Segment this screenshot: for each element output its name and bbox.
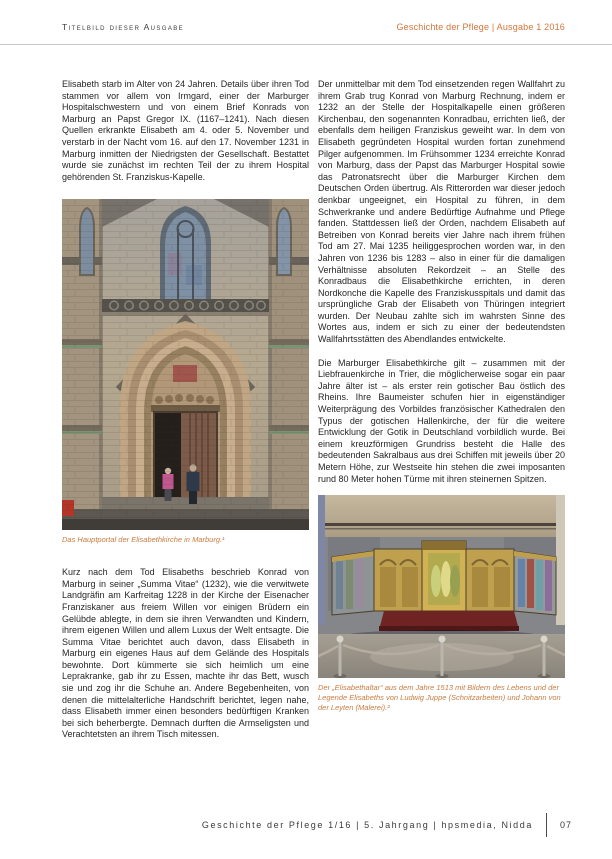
footer-journal-info: Geschichte der Pflege 1/16 | 5. Jahrgang | hpsmedia, Nidda bbox=[201, 820, 533, 830]
footer-divider bbox=[546, 813, 547, 837]
right-column bbox=[318, 79, 565, 713]
page-number: 07 bbox=[559, 820, 572, 830]
paragraph-summa-vitae: Kurz nach dem Tod Elisabeths beschrieb Konrad von Marburg in seiner „Summa Vitae“ (1232), wie die verwitwete Landgräfin am Karfreitag 1228 in der Kirche der Eisenacher Franziskaner aus freiem Willen vor einigen Brüdern ein Gelübde ablegte, in dem sie ihren Verwandten und Kindern, ihrem eigenen Willen und allem Luxus der Welt entsagte. Die Summa Vitae berichtet auch davon, dass Elisabeth in Marburg ein eigenes Haus auf dem Gelände des Hospitals bewohnte. Dort kümmerte sie sich heimlich um eine Leprakranke, gab ihr zu Essen, machte ihr das Bett, wusch sie und zog ihr die Schuhe an. Andere Begebenheiten, von denen die mittelalterliche Handschrift berichtet, legen nahe, dass Elisabeth immer einen besonders bedürftigen Kranken bei sich beherbergte. Demnach durften die Armseligsten und Verachtetsten an ihrem Tisch mitessen. bbox=[62, 567, 309, 740]
altar-photo-caption: Der „Elisabethaltar“ aus dem Jahre 1513 mit Bildern des Lebens und der Legende Elisabeths von Ludwig Juppe (Schnitzarbeiten) und Johann von der Leyten (Malerei).² bbox=[318, 683, 561, 712]
page-footer bbox=[62, 810, 572, 840]
paragraph-wallfahrt: Der unmittelbar mit dem Tod einsetzenden regen Wallfahrt zu ihrem Grab trug Konrad von Marburg Rechnung, indem er 1232 an der Stelle der Hospitalkapelle einen größeren Kirchenbau, den sogenannten Konradbau, errichten ließ, der ebenfalls dem heiligen Franziskus geweiht war. In dem von Elisabeth gegründeten Hospital wurden fortan zunehmend Pilger aufgenommen. Im Frühsommer 1234 erreichte Konrad von Marburg, dass der Papst das Marburger Hospital sowie das Patronatsrecht über die Marburger Kirchen dem Deutschen Orden übertrug. Als Ritterorden war dieser jedoch denkbar ungeeignet, ein Hospital zu führen, in dem Schwerkranke und andere Bedürftige Aufnahme und Pflege fanden. Stattdessen ließ der Orden, nachdem Elisabeth auf Betreiben von Konrad bereits vier Jahre nach ihrem frühen Tod am 27. Mai 1235 heiliggesprochen worden war, in den Jahren von 1236 bis 1283 – also in einer für die damaligen Verhältnisse absoluten Rekordzeit – an Stelle des Konradbaus die Elisabethkirche errichten, in deren Nordkonche die Kapelle des Franziskusspitals und damit das ursprüngliche Grab der Elisabeth von Thüringen integriert wurden. Der Neubau zahlte sich im wahrsten Sinne des Wortes aus, indem er sich zu einer der bedeutendsten Wallfahrtsstätten des Abendlandes entwickelte. bbox=[318, 79, 565, 345]
header-section-label: Titelbild dieser Ausgabe bbox=[62, 22, 185, 32]
header-issue-label: Geschichte der Pflege | Ausgabe 1 2016 bbox=[396, 22, 565, 32]
header-rule bbox=[0, 44, 612, 45]
church-portal-photo bbox=[62, 199, 309, 530]
altarpiece bbox=[332, 541, 556, 615]
church-photo-caption: Das Hauptportal der Elisabethkirche in Marburg.¹ bbox=[62, 535, 225, 545]
paragraph-elisabethkirche: Die Marburger Elisabethkirche gilt – zusammen mit der Liebfrauenkirche in Trier, die möglicherweise sogar ein paar Jahre älter ist – als erster rein gotischer Bau östlich des Rheins. Ihre Baumeister schufen hier in eigenständiger Weiterprägung des Vorbildes französischer Kathedralen den Typus der gotischen Hallenkirche, der für die weitere Entwicklung der Gotik in Deutschland vorbildlich wurde. Bei einem kreuzförmigen Grundriss besteht die Halle des bedeutenden Sakralbaus aus drei Schiffen mit jeweils über 20 Metern Höhe, zur Westseite hin stehen die zwei imposanten rund 80 Meter hohen Türme mit ihren steinernen Spitzen. bbox=[318, 357, 565, 484]
page-header bbox=[62, 22, 565, 32]
altar-photo bbox=[318, 495, 565, 678]
left-column bbox=[62, 79, 309, 741]
paragraph-elisabeth-tod: Elisabeth starb im Alter von 24 Jahren. Details über ihren Tod stammen vor allem von Irmgard, einer der Marburger Hospitalschwestern und von einem Brief Konrads von Marburg an Papst Gregor IX. (1167–1241). Nach diesen Quellen erkrankte Elisabeth am 4. oder 5. November und verstarb in der Nacht vom 16. auf den 17. November 1231 in Marburg inmitten der Niedrigsten der Gesellschaft. Bestattet wurde sie zunächst im rechten Teil der zu ihrem Hospital gehörenden St. Franziskus-Kapelle. bbox=[62, 79, 309, 182]
